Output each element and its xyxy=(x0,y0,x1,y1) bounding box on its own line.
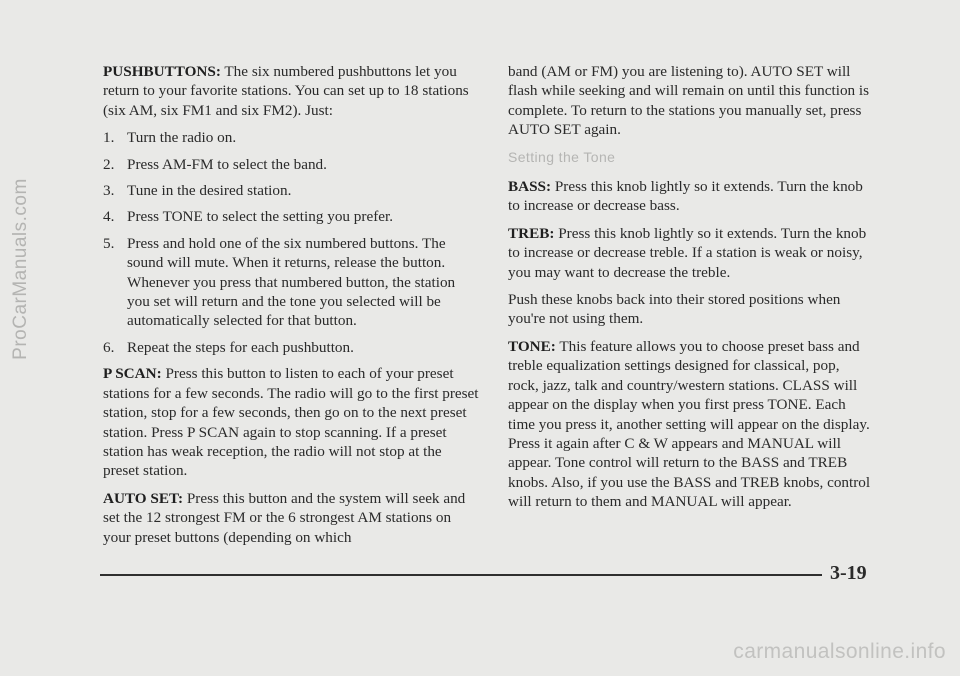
list-item xyxy=(103,207,481,226)
autoset-text: Press this button and the system will seek and set the 12 strongest FM or the 6 strongest AM stations on your preset buttons (depending on which xyxy=(103,489,466,546)
step-text: Press and hold one of the six numbered buttons. The sound will mute. When it returns, release the button. Whenever you press that numbered button, the station you set will return and the tone you selected will be automatically selected for that button. xyxy=(127,234,456,330)
step-text: Press AM-FM to select the band. xyxy=(127,155,327,173)
right-column xyxy=(508,62,873,520)
steps-list xyxy=(103,128,481,357)
step-text: Press TONE to select the setting you prefer. xyxy=(127,208,394,226)
bass-label: BASS: xyxy=(508,178,552,196)
pscan-paragraph xyxy=(103,364,481,480)
pushbuttons-text: The six numbered pushbuttons let you return to your favorite stations. You can set up to 18 stations (six AM, six FM1 and six FM2). Just: xyxy=(103,63,469,119)
pscan-text: Press this button to listen to each of your preset stations for a few seconds. The radio will go to the first preset station, stop for a few seconds, then go on to the next preset station. Press P SCAN again to stop scanning. If a preset station has weak reception, the radio will not stop at the preset station. xyxy=(103,365,479,480)
bass-paragraph xyxy=(508,177,873,216)
step-number: 2. xyxy=(103,155,115,173)
step-number: 1. xyxy=(103,129,115,147)
section-heading: Setting the Tone xyxy=(508,148,616,165)
step-text: Repeat the steps for each pushbutton. xyxy=(127,338,354,356)
autoset-paragraph xyxy=(103,489,481,547)
step-number: 4. xyxy=(103,208,115,226)
list-item xyxy=(103,181,481,200)
step-number: 3. xyxy=(103,182,115,200)
treb-label: TREB: xyxy=(508,224,555,242)
step-number: 5. xyxy=(103,234,115,252)
treb-text: Press this knob lightly so it extends. Turn the knob to increase or decrease treble. If a station is weak or noisy, you may want to decrease the treble. xyxy=(508,224,867,281)
tone-text: This feature allows you to choose preset bass and treble equalization settings designed for classical, pop, rock, jazz, talk and country/western stations. CLASS will appear on the display when you first press TONE. Each time you press it, another setting will appear on the display. Press it again after C & W appears and MANUAL will appear. Tone control will return to the BASS and TREB knobs. Also, if you use the BASS and TREB knobs, control will return to them and MANUAL will appear. xyxy=(508,337,871,511)
pushbuttons-label: PUSHBUTTONS: xyxy=(103,63,221,80)
left-column xyxy=(103,62,481,555)
footer-rule xyxy=(100,574,822,576)
pushbuttons-paragraph xyxy=(103,62,481,120)
bottom-watermark: carmanualsonline.info xyxy=(733,640,946,663)
treb-paragraph xyxy=(508,224,873,282)
side-watermark: ProCarManuals.com xyxy=(10,178,31,360)
pscan-label: P SCAN: xyxy=(103,365,162,383)
step-number: 6. xyxy=(103,338,115,356)
step-text: Tune in the desired station. xyxy=(127,182,292,200)
push-knobs-paragraph: Push these knobs back into their stored positions when you're not using them. xyxy=(508,291,841,328)
list-item xyxy=(103,128,481,147)
list-item xyxy=(103,338,481,357)
tone-paragraph xyxy=(508,337,873,512)
page-number: 3-19 xyxy=(830,562,867,584)
autoset-label: AUTO SET: xyxy=(103,489,184,507)
tone-label: TONE: xyxy=(508,337,556,355)
bass-text: Press this knob lightly so it extends. Turn the knob to increase or decrease bass. xyxy=(508,178,863,215)
step-text: Turn the radio on. xyxy=(127,129,237,147)
autoset-continuation: band (AM or FM) you are listening to). AUTO SET will flash while seeking and will remain on until this function is complete. To return to the stations you manually set, press AUTO SET again. xyxy=(508,63,870,139)
list-item xyxy=(103,155,481,174)
list-item xyxy=(103,234,481,331)
